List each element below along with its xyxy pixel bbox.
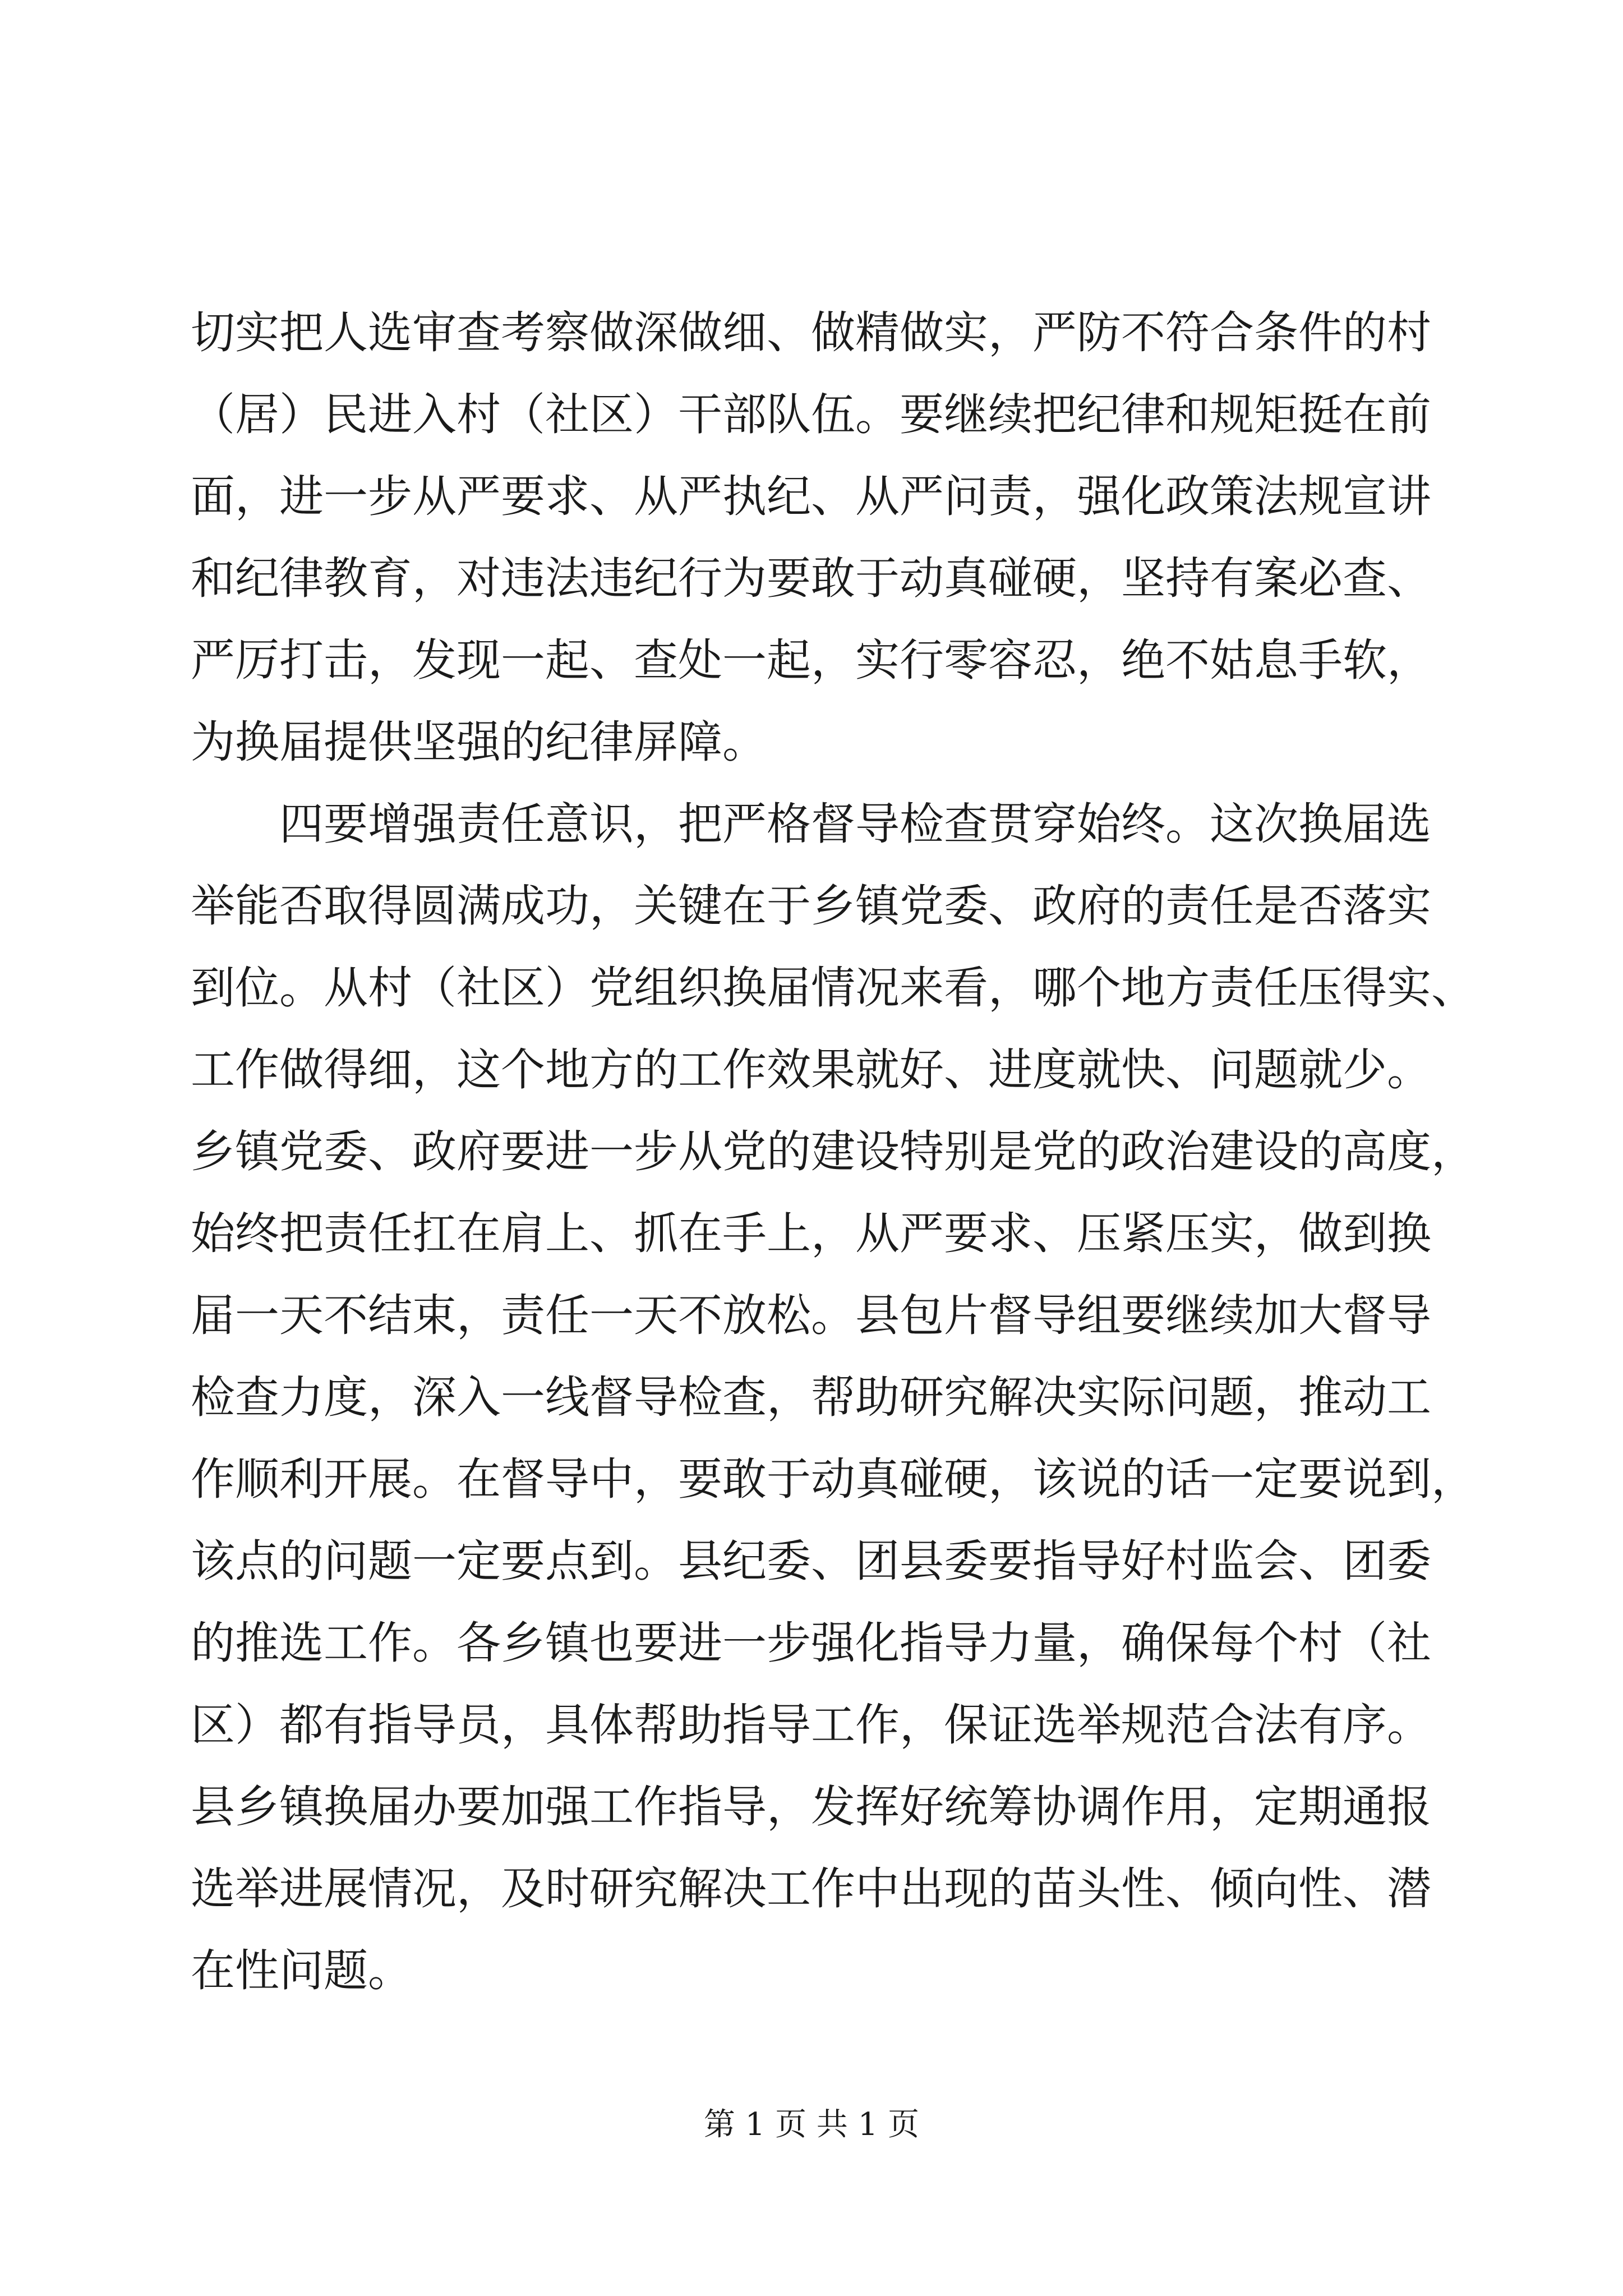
text-line: 到位。从村（社区）党组织换届情况来看，哪个地方责任压得实、 [191,962,1476,1014]
text-line: 届一天不结束，责任一天不放松。县包片督导组要继续加大督导 [191,1290,1431,1341]
text-line: 选举进展情况，及时研究解决工作中出现的苗头性、倾向性、潜 [191,1863,1431,1915]
text-line: 和纪律教育，对违法违纪行为要敢于动真碰硬，坚持有案必查、 [191,553,1431,604]
text-line: （居）民进入村（社区）干部队伍。要继续把纪律和规矩挺在前 [191,389,1431,440]
page-footer: 第 1 页 共 1 页 [703,2106,920,2143]
text-line: 乡镇党委、政府要进一步从党的建设特别是党的政治建设的高度， [191,1126,1476,1177]
text-line: 工作做得细，这个地方的工作效果就好、进度就快、问题就少。 [191,1044,1431,1096]
text-line: 县乡镇换届办要加强工作指导，发挥好统筹协调作用，定期通报 [191,1781,1431,1833]
text-line: 举能否取得圆满成功，关键在于乡镇党委、政府的责任是否落实 [191,880,1431,932]
text-line: 区）都有指导员，具体帮助指导工作，保证选举规范合法有序。 [191,1699,1431,1751]
text-line: 面，进一步从严要求、从严执纪、从严问责，强化政策法规宣讲 [191,471,1431,522]
text-line: 在性问题。 [191,1945,412,1996]
text-line: 检查力度，深入一线督导检查，帮助研究解决实际问题，推动工 [191,1372,1431,1423]
text-line: 的推选工作。各乡镇也要进一步强化指导力量，确保每个村（社 [191,1617,1431,1669]
text-line: 切实把人选审查考察做深做细、做精做实，严防不符合条件的村 [191,307,1431,358]
text-line: 四要增强责任意识，把严格督导检查贯穿始终。这次换届选 [191,798,1431,850]
text-line: 始终把责任扛在肩上、抓在手上，从严要求、压紧压实，做到换 [191,1208,1431,1259]
text-line: 为换届提供坚强的纪律屏障。 [191,716,767,768]
text-line: 该点的问题一定要点到。县纪委、团县委要指导好村监会、团委 [191,1535,1431,1587]
text-line: 严厉打击，发现一起、查处一起，实行零容忍，绝不姑息手软， [191,634,1431,686]
text-line: 作顺利开展。在督导中，要敢于动真碰硬，该说的话一定要说到， [191,1453,1476,1505]
body-text [191,292,1476,2012]
